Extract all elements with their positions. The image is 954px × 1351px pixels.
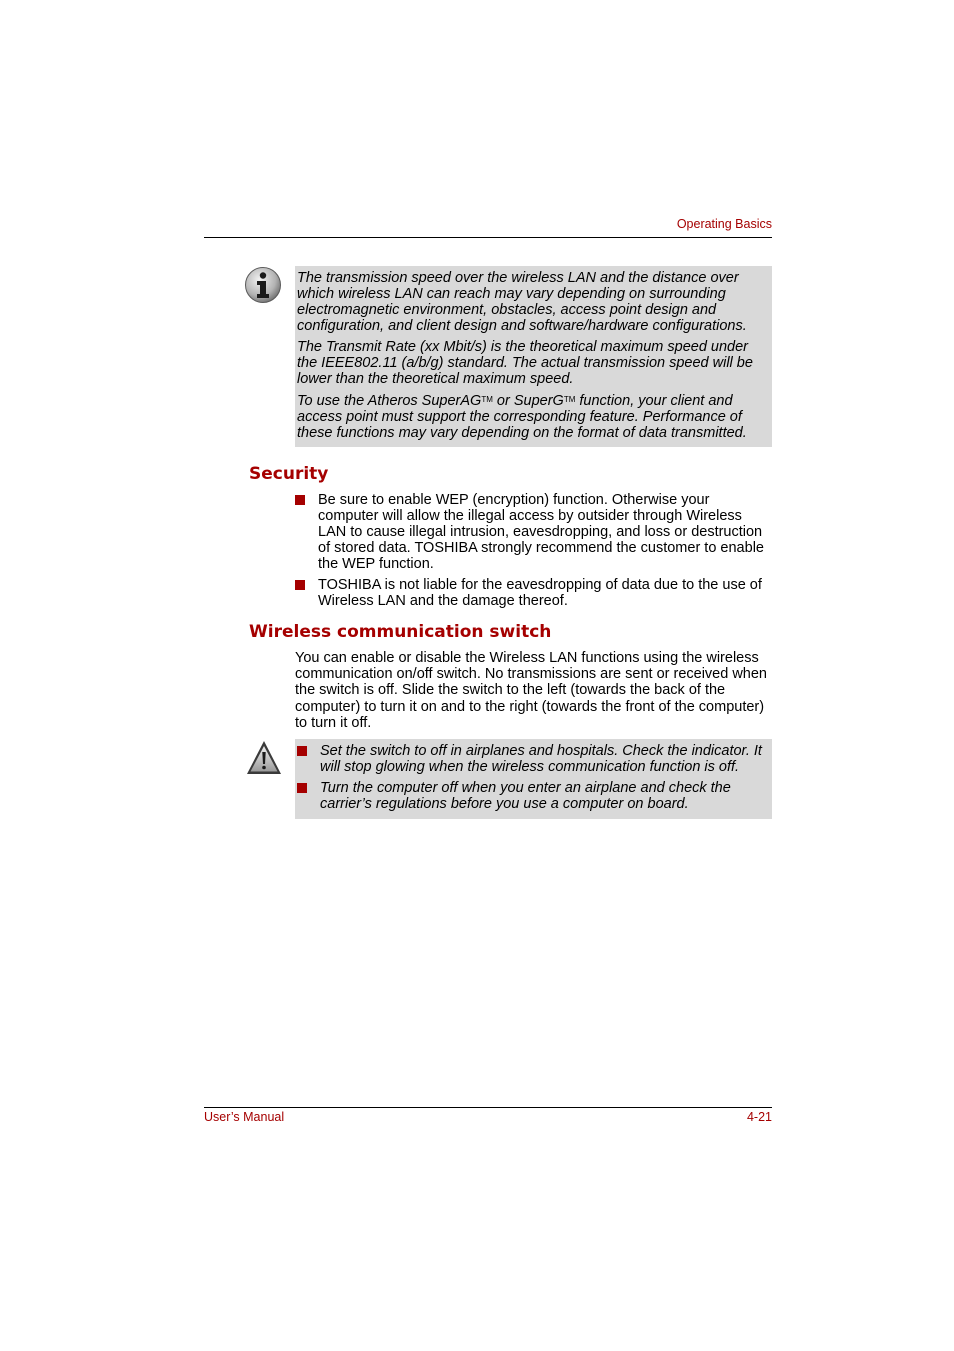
bullet-icon [295, 495, 305, 505]
header-rule [204, 237, 772, 238]
wireless-switch-paragraph: You can enable or disable the Wireless LAN functions using the wireless communication on/off switch. No transmissions are sent or received when the switch is off. Slide the switch to the left (towards the back of the computer) to turn it on and to the right (towards the front of the computer) to turn it off. [295, 650, 768, 731]
security-list [295, 492, 772, 614]
warning-icon [245, 739, 283, 777]
info-note-paragraph: The Transmit Rate (xx Mbit/s) is the theoretical maximum speed under the IEEE802.11 (a/b/g) standard. The actual transmission speed will be lower than the theoretical maximum speed. [297, 339, 753, 387]
wireless-switch-heading: Wireless communication switch [249, 622, 552, 642]
caution-list [295, 743, 766, 812]
info-note-paragraph: To use the Atheros SuperAG™ or SuperG™ function, your client and access point must support the corresponding feature. Performance of these functions may vary depending on the format of data transmitted. [297, 393, 747, 441]
page-number: 4-21 [746, 1110, 772, 1124]
list-item: Set the switch to off in airplanes and hospitals. Check the indicator. It will stop glowing when the wireless communication function is off. [295, 743, 766, 775]
info-note-box [295, 266, 772, 447]
footer-rule [204, 1107, 772, 1108]
caution-note-box [295, 739, 772, 819]
info-note-paragraph: The transmission speed over the wireless LAN and the distance over which wireless LAN can reach may vary depending on surrounding electromagnetic environment, obstacles, access point design and configuration, and client design and software/hardware configurations. [297, 270, 747, 334]
bullet-icon [297, 746, 307, 756]
security-heading: Security [249, 464, 329, 484]
footer-manual-title: User’s Manual [204, 1110, 285, 1124]
list-item: TOSHIBA is not liable for the eavesdropping of data due to the use of Wireless LAN and the damage thereof. [295, 577, 772, 609]
list-item: Be sure to enable WEP (encryption) function. Otherwise your computer will allow the illegal access by outsider through Wireless LAN to cause illegal intrusion, eavesdropping, and loss or destruction of stored data. TOSHIBA strongly recommend the customer to enable the WEP function. [295, 492, 772, 572]
bullet-icon [297, 783, 307, 793]
info-icon [244, 266, 282, 304]
bullet-icon [295, 580, 305, 590]
running-head: Operating Basics [676, 217, 772, 231]
list-item: Turn the computer off when you enter an airplane and check the carrier’s regulations before you use a computer on board. [295, 780, 766, 812]
